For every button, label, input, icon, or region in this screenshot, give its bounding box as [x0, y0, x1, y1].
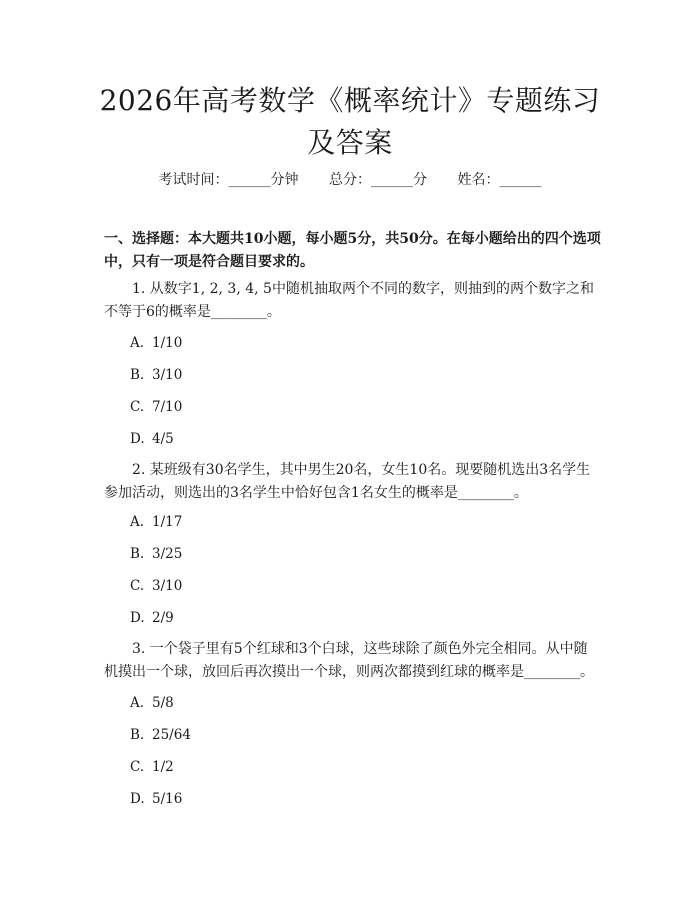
exam-time-field: 考试时间：______分钟	[158, 172, 299, 188]
option-item	[130, 694, 174, 712]
option-item	[130, 577, 182, 595]
page-title: 2026年高考数学《概率统计》专题练习及答案	[99, 84, 601, 159]
option-letter: A.	[130, 335, 145, 351]
option-value: 7/10	[152, 399, 183, 415]
option-value: 5/8	[152, 695, 174, 711]
option-item	[130, 790, 182, 808]
option-value: 3/25	[152, 546, 183, 562]
question-text: 2. 某班级有30名学生，其中男生20名，女生10名。现要随机选出3名学生参加活动，则选出的3名学生中恰好包含1名女生的概率是________。	[104, 462, 591, 501]
option-value: 5/16	[152, 791, 183, 807]
option-value: 2/9	[152, 610, 174, 626]
option-letter: C.	[130, 578, 145, 594]
option-letter: A.	[130, 695, 145, 711]
option-value: 1/2	[152, 759, 174, 775]
option-value: 4/5	[152, 431, 174, 447]
option-letter: B.	[130, 727, 145, 743]
option-item	[130, 513, 182, 531]
question-text: 3. 一个袋子里有5个红球和3个白球，这些球除了颜色外完全相同。从中随机摸出一个球，放回后再次摸出一个球，则两次都摸到红球的概率是________。	[104, 641, 594, 680]
option-value: 1/17	[152, 514, 183, 530]
option-letter: D.	[130, 610, 145, 626]
option-item	[130, 726, 191, 744]
total-score-field: 总分：______分	[329, 172, 427, 188]
option-letter: D.	[130, 791, 145, 807]
option-item	[130, 398, 182, 416]
section-heading: 一、选择题：本大题共10小题，每小题5分，共50分。在每小题给出的四个选项中，只有一项是符合题目要求的。	[104, 231, 601, 270]
option-value: 25/64	[152, 727, 191, 743]
question-text: 1. 从数字1, 2, 3, 4, 5中随机抽取两个不同的数字，则抽到的两个数字之和不等于6的概率是________。	[104, 281, 594, 320]
option-letter: A.	[130, 514, 145, 530]
option-item	[130, 545, 182, 563]
option-value: 3/10	[152, 578, 183, 594]
option-item	[130, 430, 174, 448]
option-item	[130, 609, 174, 627]
exam-meta	[0, 170, 700, 190]
option-value: 3/10	[152, 367, 183, 383]
option-item	[130, 366, 182, 384]
option-item	[130, 334, 182, 352]
option-letter: B.	[130, 367, 145, 383]
option-letter: D.	[130, 431, 145, 447]
option-letter: B.	[130, 546, 145, 562]
option-value: 1/10	[152, 335, 183, 351]
name-field: 姓名：______	[457, 172, 542, 188]
option-letter: C.	[130, 759, 145, 775]
option-item	[130, 758, 174, 776]
option-letter: C.	[130, 399, 145, 415]
